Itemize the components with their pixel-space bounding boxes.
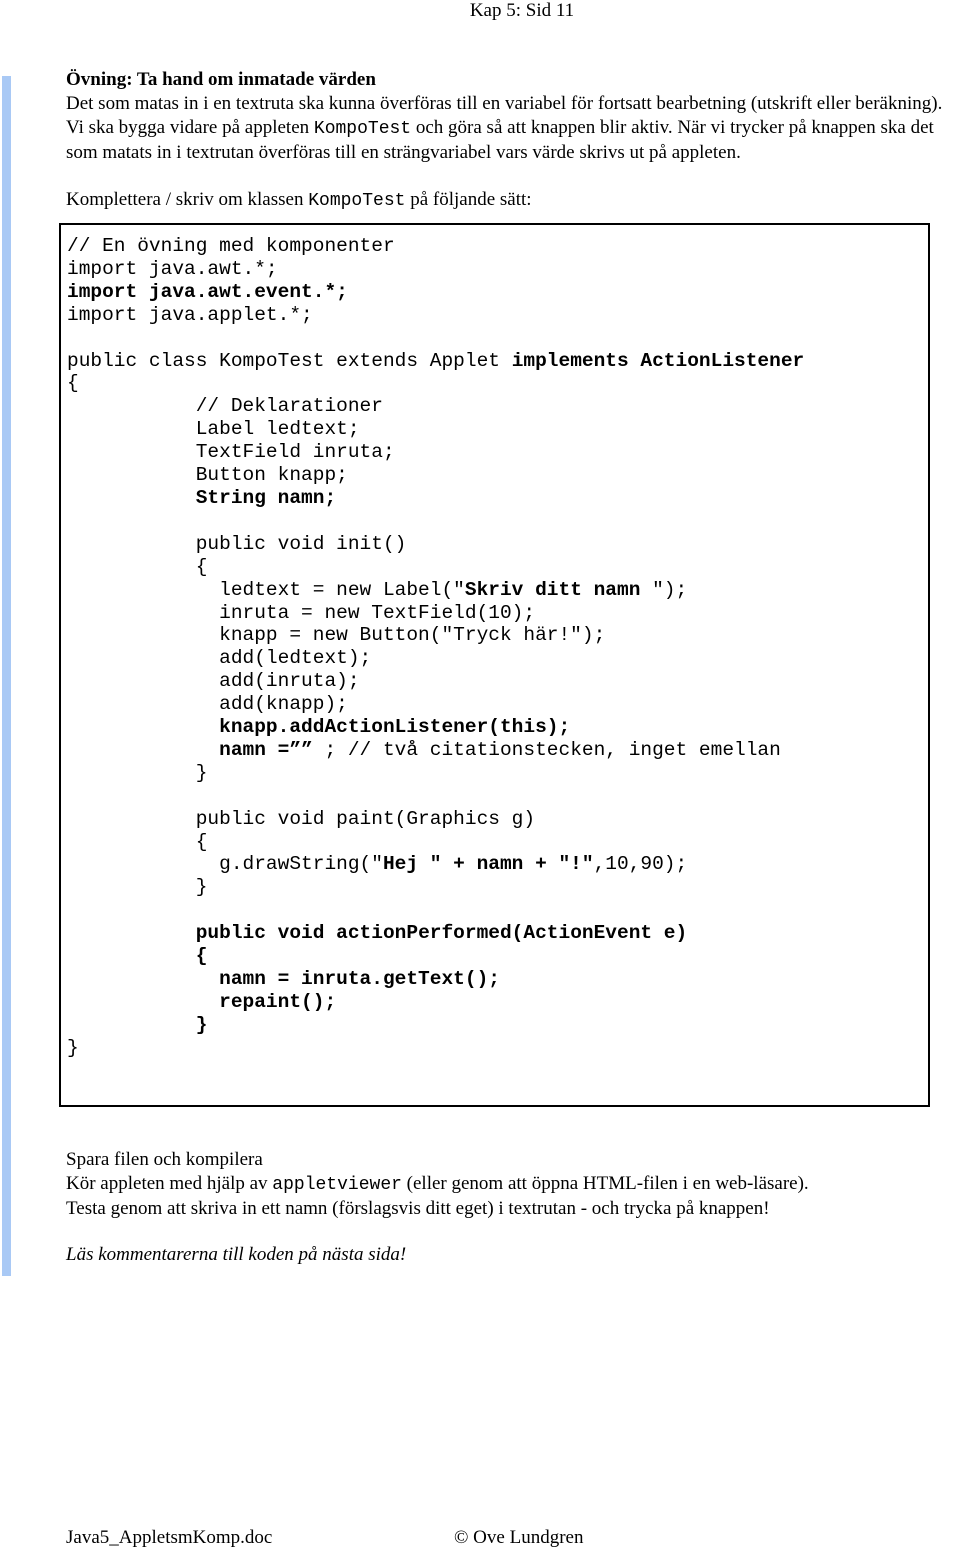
footer-copyright: © Ove Lundgren bbox=[454, 1527, 584, 1548]
followup-section bbox=[66, 1148, 956, 1267]
code-line: g.drawString(" bbox=[67, 853, 383, 876]
code-line: public void paint(Graphics g) bbox=[67, 807, 536, 830]
instruction-text-start: Komplettera / skriv om klassen bbox=[66, 189, 309, 210]
code-line: } bbox=[67, 761, 208, 784]
save-instruction: Spara filen och kompilera bbox=[66, 1149, 263, 1170]
code-line: ledtext = new Label(" bbox=[67, 578, 465, 601]
page-number: Kap 5: Sid 11 bbox=[469, 0, 575, 21]
code-line: } bbox=[195, 1013, 208, 1036]
code-line: public void init() bbox=[67, 532, 407, 555]
exercise-intro bbox=[66, 92, 956, 165]
intro-text-start: Det som matas in i en textruta ska kunna överföras till en variabel för fortsatt bearbetning (utskrift eller beräkning). Vi ska bygga vidare på appleten bbox=[66, 93, 943, 138]
code-indent bbox=[67, 739, 219, 761]
code-line: namn = inruta.getText(); bbox=[219, 968, 500, 990]
code-indent bbox=[67, 716, 219, 738]
code-line: repaint(); bbox=[219, 990, 337, 1013]
code-line: TextField inruta; bbox=[67, 441, 395, 464]
code-line: String namn; bbox=[195, 486, 337, 509]
code-line: // En övning med komponenter bbox=[67, 235, 395, 257]
code-line: public class KompoTest extends Applet bbox=[67, 349, 512, 372]
exercise-section bbox=[66, 68, 956, 213]
code-line: // Deklarationer bbox=[67, 395, 383, 418]
code-line: add(knapp); bbox=[67, 693, 348, 716]
code-line: import java.applet.*; bbox=[67, 303, 313, 326]
intro-class-name: KompoTest bbox=[313, 119, 412, 139]
margin-change-bar bbox=[2, 76, 11, 1276]
code-line: Skriv ditt namn bbox=[464, 578, 653, 601]
code-line: { bbox=[67, 830, 208, 853]
code-line: { bbox=[67, 372, 79, 395]
code-line: inruta = new TextField(10); bbox=[67, 601, 536, 624]
code-line: add(inruta); bbox=[67, 670, 360, 693]
code-line: namn =”” bbox=[219, 738, 325, 761]
code-indent bbox=[67, 922, 196, 944]
test-instruction: Testa genom att skriva in ett namn (förslagsvis ditt eget) i textrutan - och trycka på knappen! bbox=[66, 1198, 770, 1219]
code-line: implements ActionListener bbox=[511, 349, 805, 372]
code-indent bbox=[67, 968, 219, 990]
code-line: Button knapp; bbox=[67, 464, 348, 487]
exercise-title: Övning: Ta hand om inmatade värden bbox=[66, 69, 376, 90]
code-line: Label ledtext; bbox=[67, 418, 360, 441]
run-text-start: Kör appleten med hjälp av bbox=[66, 1173, 273, 1194]
code-line: } bbox=[67, 1036, 79, 1059]
code-indent bbox=[67, 991, 219, 1013]
code-indent bbox=[67, 945, 196, 967]
instruction-class-name: KompoTest bbox=[308, 191, 406, 211]
code-line: knapp.addActionListener(this); bbox=[219, 716, 571, 739]
code-line: "); bbox=[652, 578, 688, 601]
page-header bbox=[0, 0, 960, 22]
code-line: ; // två citationstecken, inget emellan bbox=[324, 738, 781, 761]
intro-text-end: och göra så att knappen blir aktiv. När vi trycker på knappen ska det som matats in i textrutan överföras till en strängvariabel vars värde skrivs ut på appleten. bbox=[66, 117, 934, 163]
code-line: { bbox=[67, 555, 208, 578]
code-line: import java.awt.*; bbox=[67, 257, 278, 280]
run-instruction bbox=[66, 1172, 956, 1197]
run-text-end: (eller genom att öppna HTML-filen i en web-läsare). bbox=[401, 1173, 809, 1194]
code-line: Hej " + namn + "!" bbox=[382, 853, 594, 876]
code-line: public void actionPerformed(ActionEvent e) bbox=[195, 922, 688, 945]
code-line: knapp = new Button("Tryck här!"); bbox=[67, 624, 606, 647]
code-line: import java.awt.event.*; bbox=[67, 280, 348, 303]
code-indent bbox=[67, 487, 196, 509]
instruction-text-end: på följande sätt: bbox=[405, 189, 532, 210]
next-page-note: Läs kommentarerna till koden på nästa sida! bbox=[66, 1244, 407, 1265]
code-line: add(ledtext); bbox=[67, 647, 372, 670]
code-line: ,10,90); bbox=[593, 853, 688, 876]
run-tool-name: appletviewer bbox=[272, 1175, 402, 1195]
code-line: { bbox=[195, 945, 208, 968]
footer-filename: Java5_AppletsmKomp.doc bbox=[66, 1527, 273, 1548]
exercise-instruction bbox=[66, 188, 956, 213]
code-listing-box bbox=[59, 223, 930, 1107]
code-indent bbox=[67, 1014, 196, 1036]
code-listing bbox=[67, 235, 804, 1060]
code-line: } bbox=[67, 876, 208, 899]
